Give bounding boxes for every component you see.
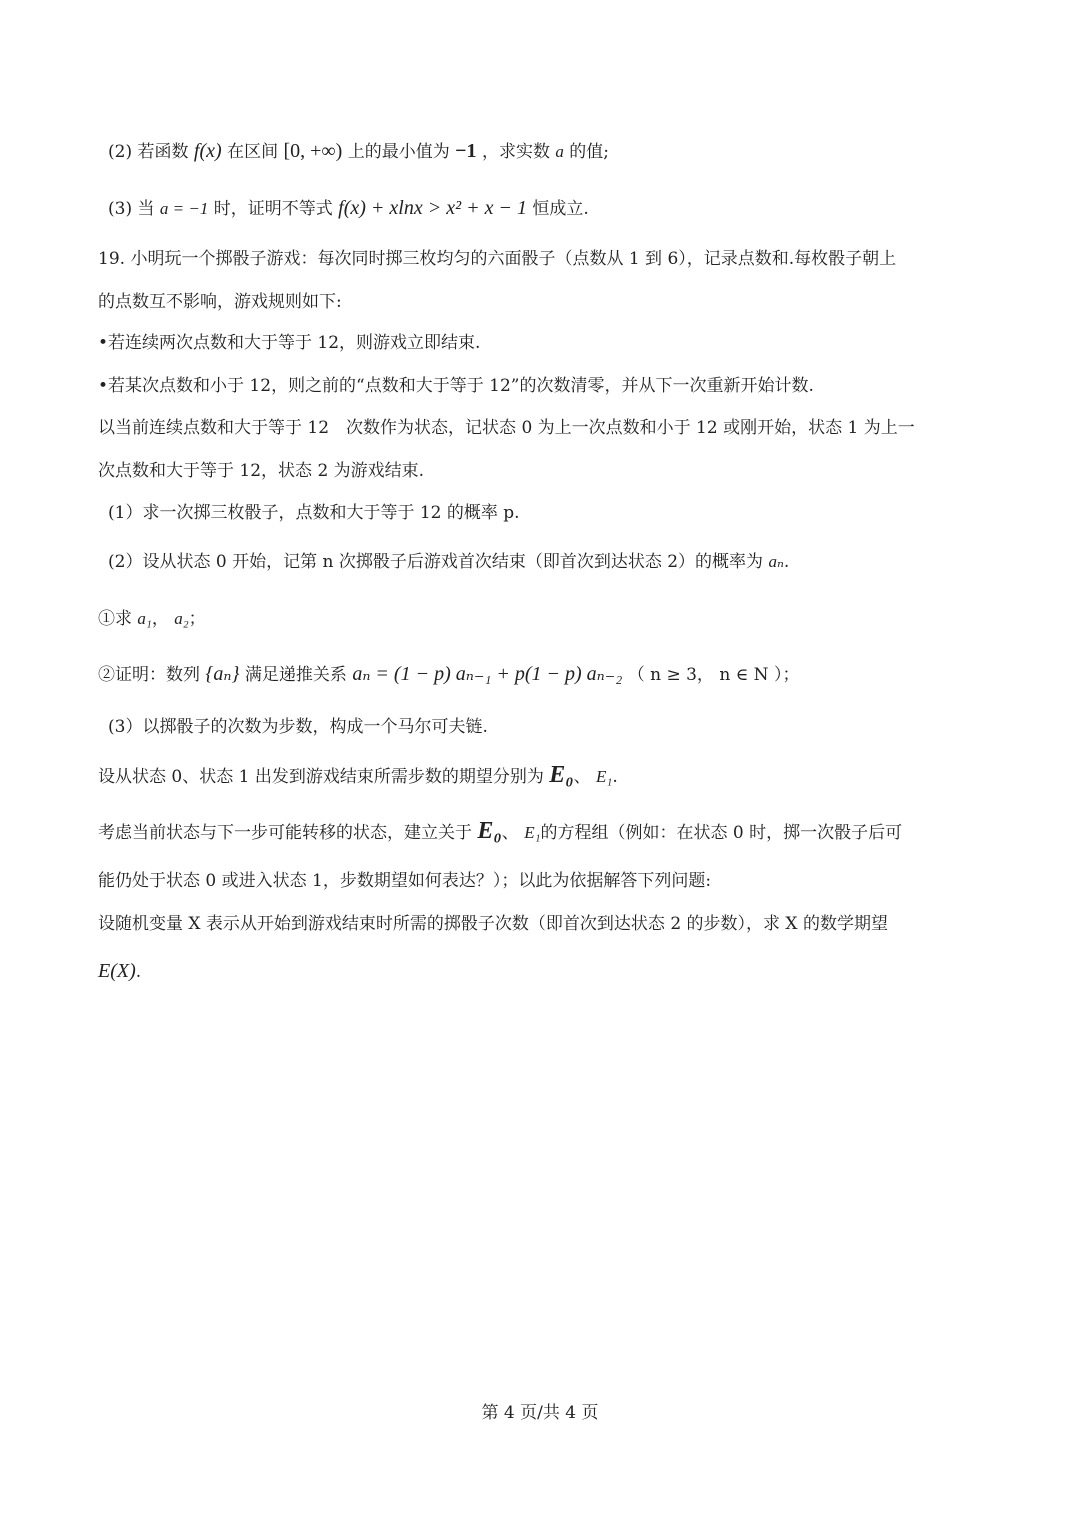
text: . — [612, 767, 618, 787]
q19-sub1 — [98, 606, 206, 632]
math-E1: E₁ — [524, 823, 541, 842]
q19-intro-2: 的点数互不影响，游戏规则如下: — [98, 292, 342, 312]
q18-part2 — [108, 138, 609, 165]
text: . — [783, 552, 790, 572]
math-EX: E(X) — [98, 960, 136, 982]
text: ，求实数 — [481, 142, 550, 162]
q19-part3-question: 设随机变量 X 表示从开始到游戏结束时所需的掷骰子次数（即首次到达状态 2 的步数），求 X 的数学期望 — [98, 914, 888, 934]
math-E0: E₀ — [477, 818, 502, 844]
math-a1: a₁ — [137, 609, 152, 628]
math-recurrence: aₙ = (1 − p) aₙ₋₁ + p(1 − p) aₙ₋₂ — [352, 663, 623, 685]
math-interval: [0, +∞) — [283, 140, 343, 162]
q19-part3-system — [98, 818, 902, 846]
q19-part2 — [108, 549, 789, 575]
text: 的值; — [569, 142, 610, 162]
page-footer: 第 4 页/共 4 页 — [481, 1403, 599, 1423]
text: ①求 — [98, 609, 132, 629]
text: . — [135, 962, 142, 982]
text: 若函数 — [137, 142, 189, 162]
text: 时，证明不等式 — [213, 199, 333, 219]
text: 、 — [573, 767, 591, 787]
text: 当 — [137, 199, 155, 219]
text: 、 — [501, 823, 519, 843]
math-a: a — [555, 142, 564, 161]
text: 满足递推关系 — [244, 665, 347, 685]
q19-state-2: 次点数和大于等于 12，状态 2 为游戏结束. — [98, 461, 425, 481]
q18-part3 — [108, 195, 589, 222]
text: 上的最小值为 — [347, 142, 450, 162]
q19-part3-hint: 能仍处于状态 0 或进入状态 1，步数期望如何表达？）；以此为依据解答下列问题: — [98, 871, 712, 891]
q19-part1: (1）求一次掷三枚骰子，点数和大于等于 12 的概率 p. — [108, 503, 520, 523]
q19-part3-expect — [98, 762, 618, 790]
math-E0: E₀ — [549, 762, 574, 788]
text: 考虑当前状态与下一步可能转移的状态，建立关于 — [98, 823, 472, 843]
math-inequality: f(x) + xlnx > x² + x − 1 — [338, 197, 527, 219]
text: 恒成立. — [532, 199, 589, 219]
text: 设从状态 0、状态 1 出发到游戏结束所需步数的期望分别为 — [98, 767, 544, 787]
text: ； — [188, 609, 206, 629]
math-condition: （ n ≥ 3， n ∈ N ）； — [627, 665, 800, 685]
part-number: (3) — [108, 199, 133, 219]
text: ， — [151, 609, 169, 629]
q19-intro-1: 19. 小明玩一个掷骰子游戏：每次同时掷三枚均匀的六面骰子（点数从 1 到 6），记录点数和.每枚骰子朝上 — [98, 249, 897, 269]
text: (2）设从状态 0 开始，记第 n 次掷骰子后游戏首次结束（即首次到达状态 2）的概率为 — [108, 552, 764, 572]
q19-rule-1: •若连续两次点数和大于等于 12，则游戏立即结束. — [98, 333, 481, 353]
math-sequence: {aₙ} — [205, 663, 240, 685]
part-number: (2) — [108, 142, 133, 162]
q19-part3-ex — [98, 958, 141, 985]
math-a2: a₂ — [174, 609, 189, 628]
math-fx: f(x) — [193, 140, 222, 162]
math-E1: E₁ — [596, 767, 613, 786]
math-minval: −1 — [455, 140, 477, 162]
text: ②证明：数列 — [98, 665, 200, 685]
q19-state-1: 以当前连续点数和大于等于 12 次数作为状态，记状态 0 为上一次点数和小于 12 或刚开始，状态 1 为上一 — [98, 418, 915, 438]
text: 在区间 — [227, 142, 279, 162]
q19-rule-2: •若某次点数和小于 12，则之前的“点数和大于等于 12”的次数清零，并从下一次重新开始计数. — [98, 376, 814, 396]
q19-sub2 — [98, 661, 799, 688]
math-an: aₙ — [768, 552, 784, 571]
math-cond: a = −1 — [159, 199, 209, 218]
text: 的方程组（例如：在状态 0 时，掷一次骰子后可 — [540, 823, 903, 843]
q19-part3: (3）以掷骰子的次数为步数，构成一个马尔可夫链. — [108, 717, 488, 737]
